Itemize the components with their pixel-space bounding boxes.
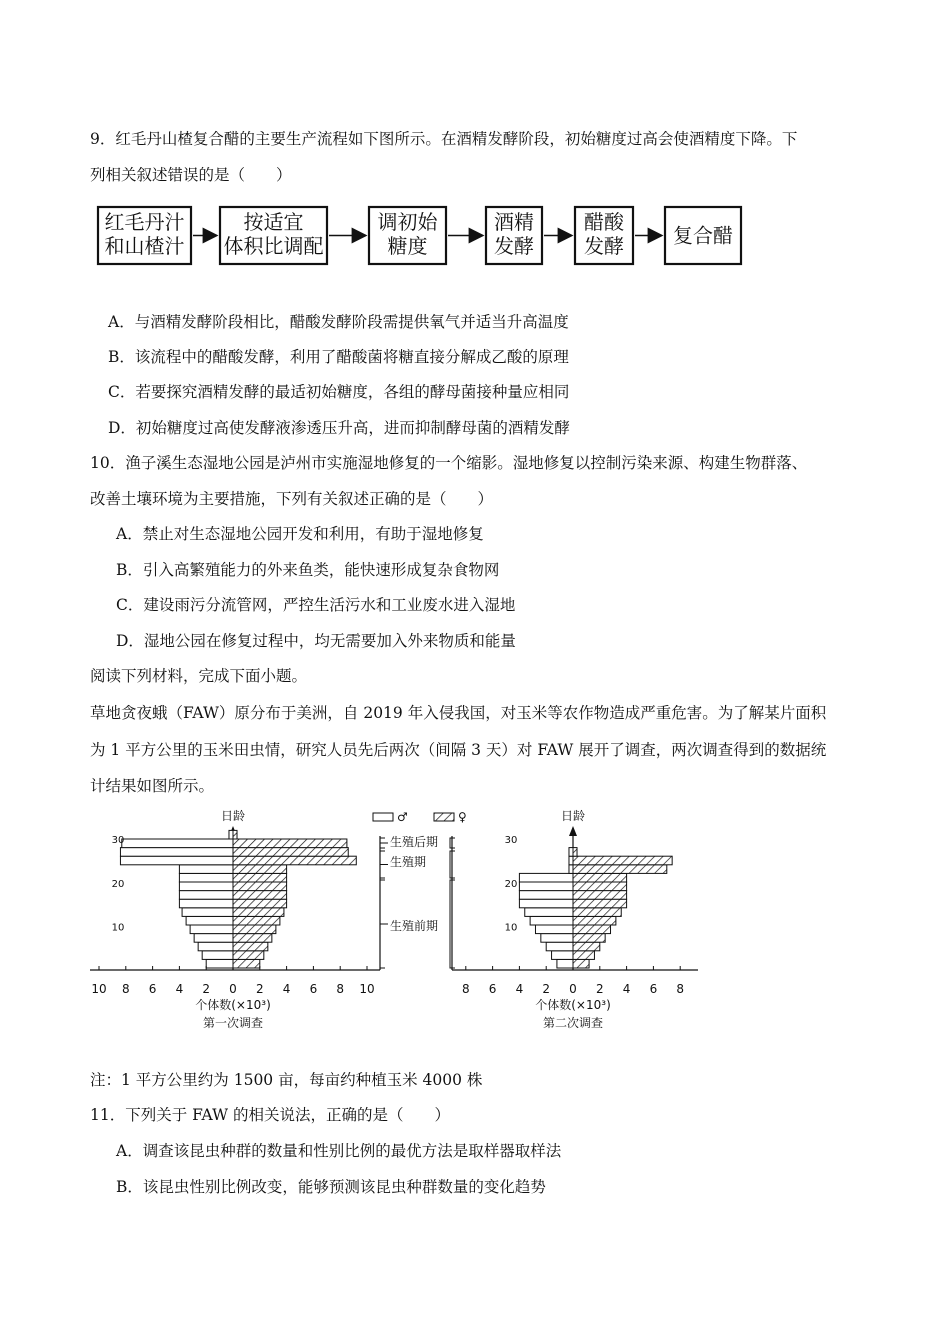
x-tick-label: 4 <box>515 982 524 996</box>
male-bar <box>546 942 573 951</box>
q9-option-b: B．该流程中的醋酸发酵，利用了醋酸菌将糖直接分解成乙酸的原理 <box>108 348 569 366</box>
legend-female-label: ♀ <box>458 810 467 824</box>
flow-step-label: 按适宜 <box>243 210 304 234</box>
q9-stem-line2: 列相关叙述错误的是（ ） <box>90 166 292 184</box>
q10-option-d: D．湿地公园在修复过程中，均无需要加入外来物质和能量 <box>116 632 516 650</box>
y-tick-label: 10 <box>504 922 518 934</box>
x-tick-label: 6 <box>649 982 658 996</box>
female-bar <box>573 942 600 951</box>
male-bar <box>541 934 573 943</box>
flow-step-label: 红毛丹汁 <box>104 210 185 234</box>
flow-step-label: 醋酸 <box>584 210 624 234</box>
legend-male-label: ♂ <box>397 810 408 824</box>
female-bar <box>233 830 237 839</box>
female-bar <box>573 934 605 943</box>
flow-step-label: 调初始 <box>377 210 438 234</box>
female-bar <box>233 848 348 857</box>
female-bar <box>573 891 627 900</box>
male-bar <box>519 891 573 900</box>
female-bar <box>233 908 284 917</box>
x-tick-label: 6 <box>488 982 497 996</box>
flow-step-label: 发酵 <box>494 234 534 258</box>
x-tick-label: 4 <box>622 982 631 996</box>
q11-option-a: A．调查该昆虫种群的数量和性别比例的最优方法是取样器取样法 <box>116 1142 562 1160</box>
y-axis-label: 日龄 <box>560 809 586 823</box>
female-bar <box>573 899 627 908</box>
female-bar <box>233 925 276 934</box>
male-bar <box>179 891 233 900</box>
flow-step-label: 和山楂汁 <box>104 234 185 258</box>
x-tick-label: 8 <box>461 982 470 996</box>
female-bar <box>233 951 264 960</box>
male-bar <box>525 908 573 917</box>
female-bar <box>233 882 287 891</box>
male-bar <box>202 951 233 960</box>
x-tick-label: 8 <box>121 982 130 996</box>
x-tick-label: 8 <box>676 982 685 996</box>
female-bar <box>233 873 287 882</box>
x-tick-label: 0 <box>229 982 237 996</box>
x-axis-label: 个体数(×10³) <box>535 998 611 1012</box>
male-bar <box>535 925 573 934</box>
male-bar <box>120 856 233 865</box>
flow-step-label: 糖度 <box>387 234 428 258</box>
x-tick-label: 2 <box>255 982 264 996</box>
legend-male-swatch <box>373 813 393 821</box>
male-bar <box>519 882 573 891</box>
male-bar <box>186 916 233 925</box>
male-bar <box>198 942 233 951</box>
x-tick-label: 10 <box>359 982 375 996</box>
q9-option-d: D．初始糖度过高使发酵液渗透压升高，进而抑制酵母菌的酒精发酵 <box>108 419 570 437</box>
y-tick-label: 30 <box>111 835 125 847</box>
x-tick-label: 0 <box>569 982 577 996</box>
male-bar <box>179 899 233 908</box>
q11-stem: 11．下列关于 FAW 的相关说法，正确的是（ ） <box>90 1106 450 1124</box>
material-intro: 阅读下列材料，完成下面小题。 <box>90 667 308 685</box>
female-bar <box>233 899 287 908</box>
chart-title: 第二次调查 <box>542 1016 604 1030</box>
female-bar <box>573 848 577 857</box>
stage-label: 生殖期 <box>390 855 427 869</box>
flow-step-label: 体积比调配 <box>223 234 324 258</box>
female-bar <box>573 856 672 865</box>
x-axis-label: 个体数(×10³) <box>195 998 271 1012</box>
male-bar <box>122 839 233 848</box>
q9-option-a: A．与酒精发酵阶段相比，醋酸发酵阶段需提供氧气并适当升高温度 <box>108 313 569 331</box>
flow-step-label: 发酵 <box>584 234 624 258</box>
male-bar <box>519 899 573 908</box>
male-bar <box>552 951 573 960</box>
x-tick-label: 10 <box>91 982 107 996</box>
chart-title: 第一次调查 <box>202 1016 264 1030</box>
stage-bracket <box>380 851 388 878</box>
female-bar <box>573 951 594 960</box>
stage-bracket <box>380 880 388 968</box>
male-bar <box>190 925 233 934</box>
q11-option-b: B．该昆虫性别比例改变，能够预测该昆虫种群数量的变化趋势 <box>116 1178 546 1196</box>
x-tick-label: 4 <box>282 982 291 996</box>
female-bar <box>573 865 667 874</box>
y-axis-arrow <box>569 826 577 836</box>
female-bar <box>233 959 260 968</box>
stage-label: 生殖后期 <box>390 835 439 849</box>
y-tick-label: 30 <box>504 835 518 847</box>
x-tick-label: 2 <box>595 982 604 996</box>
female-bar <box>573 882 627 891</box>
female-bar <box>233 916 280 925</box>
male-bar <box>557 959 573 968</box>
male-bar <box>530 916 573 925</box>
material-line3: 计结果如图所示。 <box>90 777 215 795</box>
female-bar <box>233 839 347 848</box>
x-tick-label: 2 <box>542 982 551 996</box>
y-tick-label: 10 <box>111 922 125 934</box>
q10-option-b: B．引入高繁殖能力的外来鱼类，能快速形成复杂食物网 <box>116 561 500 579</box>
male-bar <box>569 848 573 857</box>
male-bar <box>569 856 573 865</box>
male-bar <box>206 959 233 968</box>
material-note: 注：1 平方公里约为 1500 亩，每亩约种植玉米 4000 株 <box>90 1071 483 1089</box>
male-bar <box>179 882 233 891</box>
female-bar <box>573 925 611 934</box>
material-line1: 草地贪夜蛾（FAW）原分布于美洲，自 2019 年入侵我国，对玉米等农作物造成严重危害。为了解某片面积 <box>90 704 827 722</box>
female-bar <box>233 891 287 900</box>
q10-stem-line1: 10．渔子溪生态湿地公园是泸州市实施湿地修复的一个缩影。湿地修复以控制污染来源、构建生物群落、 <box>90 454 808 472</box>
q9-option-c: C．若要探究酒精发酵的最适初始糖度，各组的酵母菌接种量应相同 <box>108 383 570 401</box>
female-bar <box>233 934 272 943</box>
female-bar <box>573 959 589 968</box>
stage-label: 生殖前期 <box>390 919 439 933</box>
q10-stem-line2: 改善土壤环境为主要措施，下列有关叙述正确的是（ ） <box>90 490 494 508</box>
male-bar <box>569 865 573 874</box>
male-bar <box>182 908 233 917</box>
male-bar <box>194 934 233 943</box>
female-bar <box>233 942 268 951</box>
y-tick-label: 20 <box>504 878 518 890</box>
male-bar <box>120 848 233 857</box>
female-bar <box>233 856 356 865</box>
x-tick-label: 8 <box>336 982 345 996</box>
x-tick-label: 6 <box>309 982 318 996</box>
female-bar <box>233 865 287 874</box>
y-axis-label: 日龄 <box>220 809 246 823</box>
q10-option-c: C．建设雨污分流管网，严控生活污水和工业废水进入湿地 <box>116 596 516 614</box>
y-tick-label: 20 <box>111 878 125 890</box>
q10-option-a: A．禁止对生态湿地公园开发和利用，有助于湿地修复 <box>116 525 484 543</box>
legend-female-swatch <box>434 813 454 821</box>
material-line2: 为 1 平方公里的玉米田虫情，研究人员先后两次（间隔 3 天）对 FAW 展开了调查，两次调查得到的数据统 <box>90 741 827 759</box>
x-tick-label: 4 <box>175 982 184 996</box>
x-tick-label: 2 <box>202 982 211 996</box>
x-tick-label: 6 <box>148 982 157 996</box>
male-bar <box>179 865 233 874</box>
q9-stem-line1: 9．红毛丹山楂复合醋的主要生产流程如下图所示。在酒精发酵阶段，初始糖度过高会使酒精度下降。下 <box>90 130 798 148</box>
female-bar <box>573 916 616 925</box>
male-bar <box>519 873 573 882</box>
female-bar <box>573 908 621 917</box>
flow-step-label: 酒精 <box>494 210 534 234</box>
male-bar <box>179 873 233 882</box>
female-bar <box>573 873 627 882</box>
flow-step-label: 复合醋 <box>673 223 733 248</box>
stage-bracket <box>380 838 388 848</box>
male-bar <box>229 830 233 839</box>
